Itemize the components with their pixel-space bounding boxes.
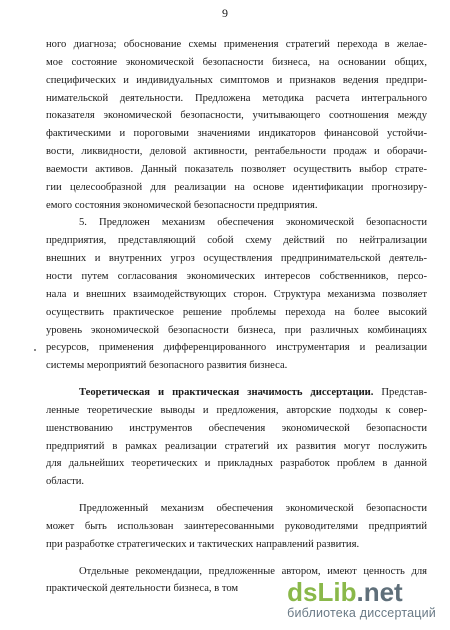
text-line: ленные теоретические выводы и предложения, авторские подходы к совер- (46, 404, 427, 416)
text-line: при разработке стратегических и тактических направлений развития. (46, 538, 360, 550)
text-line: шенствованию инструментов обеспечения экономической безопасности (46, 422, 427, 434)
text-line: системы мероприятий безопасного развития бизнеса. (46, 360, 288, 372)
watermark-logo (287, 579, 436, 605)
paragraph-4 (46, 500, 427, 554)
text-line: показателя экономической безопасности, учитывающего соотношения между (46, 110, 427, 122)
text-line: предприятия, представляющий собой схему действий по нейтрализации (46, 235, 427, 247)
text-line: нимательской деятельности. Предложена методика расчета интегрального (46, 92, 427, 104)
text-line (46, 384, 427, 402)
watermark (287, 579, 436, 620)
paragraph-1 (46, 36, 427, 214)
margin-mark (34, 349, 36, 351)
text-line: мое состояние экономической безопасности бизнеса, на основании общих, (46, 56, 427, 68)
text-line: Отдельные рекомендации, предложенные автором, имеют ценность для (79, 565, 427, 577)
watermark-subtitle: библиотека диссертаций (287, 606, 436, 620)
text-line: емого состояния экономической безопасности предприятия. (46, 199, 318, 211)
text-line: уровень экономической безопасности бизнеса, при различных комбинациях (46, 324, 427, 336)
section-heading: Теоретическая и практическая значимость диссертации. (79, 387, 374, 399)
watermark-logo-part2: .net (356, 577, 403, 607)
text-line: нала и внешних взаимодействующих сторон. Структура механизма позволяет (46, 288, 427, 300)
text-line: может быть использован заинтересованными руководителями предприятий (46, 520, 427, 532)
text-line: осуществить практическое решение проблемы перехода на более высокий (46, 306, 427, 318)
text-line: ного диагноза; обоснование схемы применения стратегий перехода в желае- (46, 39, 427, 50)
text-line: ресурсов, применения дифференцированного инструментария и реализации (46, 342, 427, 354)
page-number: 9 (222, 6, 228, 20)
text-line: ваемости активов. Данный показатель позволяет осуществить выбор страте- (46, 163, 427, 175)
paragraph-2 (46, 214, 427, 375)
text-line: 5. Предложен механизм обеспечения экономической безопасности (79, 217, 427, 229)
paragraph-3 (46, 384, 427, 491)
text-line: ности путем согласования экономических интересов собственников, персо- (46, 270, 427, 282)
text-line: практической деятельности бизнеса, в том (46, 583, 239, 595)
text-line: гии целесообразной для реализации на основе идентификации прогнозиру- (46, 181, 427, 193)
text-line: внешних и внутренних угроз осуществления предпринимательской деятель- (46, 253, 427, 265)
watermark-logo-part1: dsLib (287, 577, 357, 607)
text-line: фактическими и пороговыми значениями индикаторов финансовой устойчи- (46, 128, 427, 140)
text-line: для дальнейших теоретических и прикладных разработок проблем в данной (46, 458, 427, 470)
heading-tail: Представ- (373, 387, 427, 399)
document-body (46, 36, 427, 598)
text-line: предприятий в рамках реализации стратегий их развития могут послужить (46, 440, 427, 452)
text-line: Предложенный механизм обеспечения экономической безопасности (79, 503, 427, 515)
text-line: вости, ликвидности, деловой активности, рентабельности продаж и оборачи- (46, 146, 427, 158)
text-line: области. (46, 476, 85, 488)
text-line: специфических и индивидуальных симптомов и признаков ведения предпри- (46, 74, 427, 86)
